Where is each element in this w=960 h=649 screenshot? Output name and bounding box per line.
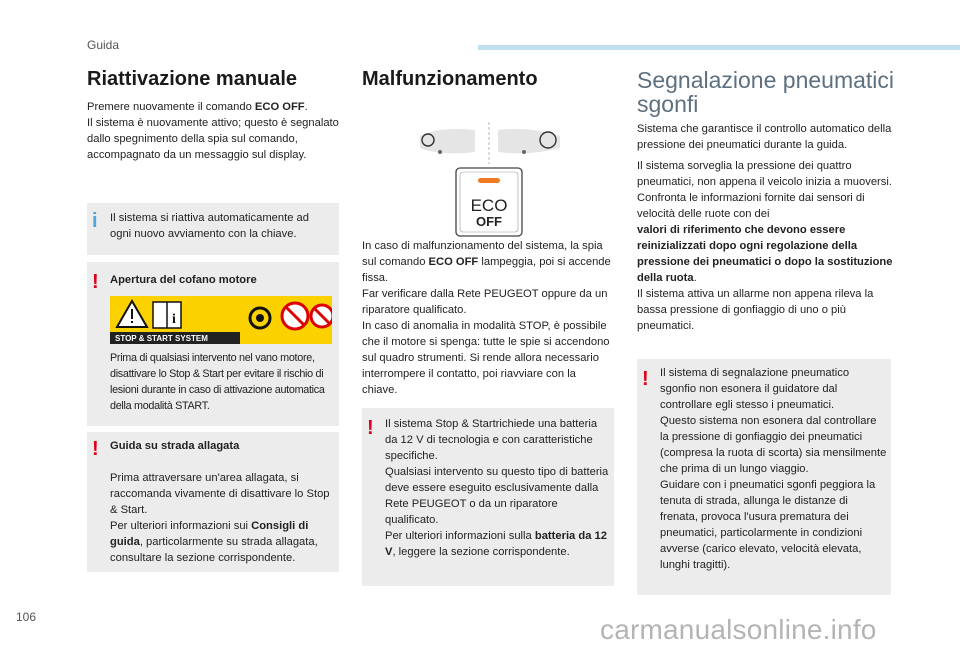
warning-icon: ! <box>92 271 99 293</box>
svg-text:i: i <box>172 312 176 327</box>
header-bar <box>478 45 960 50</box>
warning-icon: ! <box>92 438 99 460</box>
warning-box-tires <box>637 359 891 595</box>
malfunzionamento-title: Malfunzionamento <box>362 68 538 90</box>
info-box-text: Il sistema si riattiva automaticamente ad ogni nuovo avviamento con la chiave. <box>110 212 309 240</box>
section-label: Guida <box>87 38 120 52</box>
pneumatici-text: Sistema che garantisce il controllo automatico della pressione dei pneumatici durante la guida. Il sistema sorveglia la pressione dei quattro pneumatici, non appena il veicolo inizia a muoversi. Confronta le informazioni fornite dai sensori di velocità delle ruote con dei valori di riferimento che devono essere reinizializzati dopo ogni regolazione della pressione dei pneumatici o dopo la sostituzione della ruota. Il sistema attiva un allarme non appena rileva la bassa pressione di gonfiaggio di uno o più pneumatici. <box>637 123 893 332</box>
hood-text: Prima di qualsiasi intervento nel vano motore, disattivare lo Stop & Start per evitare il rischio di lesioni durante in caso di attivazione automatica della modalità START. <box>110 352 325 412</box>
malfunzionamento-text: In caso di malfunzionamento del sistema, la spia sul comando ECO OFF lampeggia, poi si accende fissa. Far verificare dalla Rete PEUGEOT oppure da un riparatore qualificato. In caso di anomalia in modalità STOP, è possibile che il motore si spenga: tutte le spie si accendono sul quadro strumenti. Si rende allora necessario interrompere il contatto, poi riavviare con la chiave. <box>362 240 611 396</box>
riattivazione-text: Premere nuovamente il comando ECO OFF. Il sistema è nuovamente attivo; questo è segnalato dallo spegnimento della spia sul comando, accompagnato da un messaggio sul display. <box>87 101 339 161</box>
eco-off-graphic <box>420 120 560 240</box>
tires-warning-text: Il sistema di segnalazione pneumatico sgonfio non esonera il guidatore dal controllare egli stesso i pneumatici. Questo sistema non esonera dal controllare la pressione di gonfiaggio dei pneumatici (compresa la ruota di scorta) sia mensilmente che prima di un lungo viaggio. Guidare con i pneumatici sgonfi peggiora la tenuta di strada, allunga le distanze di frenata, provoca l'usura prematura dei pneumatici, particolarmente in condizioni avverse (carico elevato, velocità elevata, lunghi tragitti). <box>660 367 887 571</box>
info-box-reactivation <box>87 203 339 255</box>
pneumatici-title: Segnalazione pneumatici sgonfi <box>637 67 895 117</box>
eco-label: ECO <box>470 196 508 215</box>
off-label: OFF <box>476 214 502 229</box>
flood-title: Guida su strada allagata <box>110 440 240 452</box>
warning-box-battery <box>362 408 614 586</box>
sticker-label: STOP & START SYSTEM <box>115 334 208 343</box>
dashboard-left-shape <box>420 129 475 153</box>
warning-icon: ! <box>642 368 649 390</box>
warning-box-flood <box>87 432 339 572</box>
hood-title: Apertura del cofano motore <box>110 274 257 286</box>
watermark: carmanualsonline.info <box>600 614 877 645</box>
flood-text: Prima attraversare un'area allagata, si raccomanda vivamente di disattivare lo Stop & Start. Per ulteriori informazioni sui Consigli di guida, particolarmente su strada allagata, consultare la sezione corrispondente. <box>110 472 330 564</box>
page-number: 106 <box>16 610 37 624</box>
info-icon: i <box>92 210 98 232</box>
battery-text: Il sistema Stop & Startrichiede una batteria da 12 V di tecnologia e con caratteristiche specifiche. Qualsiasi intervento su questo tipo di batteria deve essere eseguito esclusivamente dalla Rete PEUGEOT o da un riparatore qualificato. Per ulteriori informazioni sulla batteria da 12 V, leggere la sezione corrispondente. <box>385 418 609 558</box>
warning-box-hood <box>87 262 339 426</box>
stop-start-sticker <box>110 296 332 344</box>
stop-start-sticker-graphic <box>110 296 332 344</box>
eco-off-led <box>478 178 500 183</box>
riattivazione-title: Riattivazione manuale <box>87 68 298 90</box>
warning-icon: ! <box>367 417 374 439</box>
eco-off-illustration <box>420 120 560 240</box>
